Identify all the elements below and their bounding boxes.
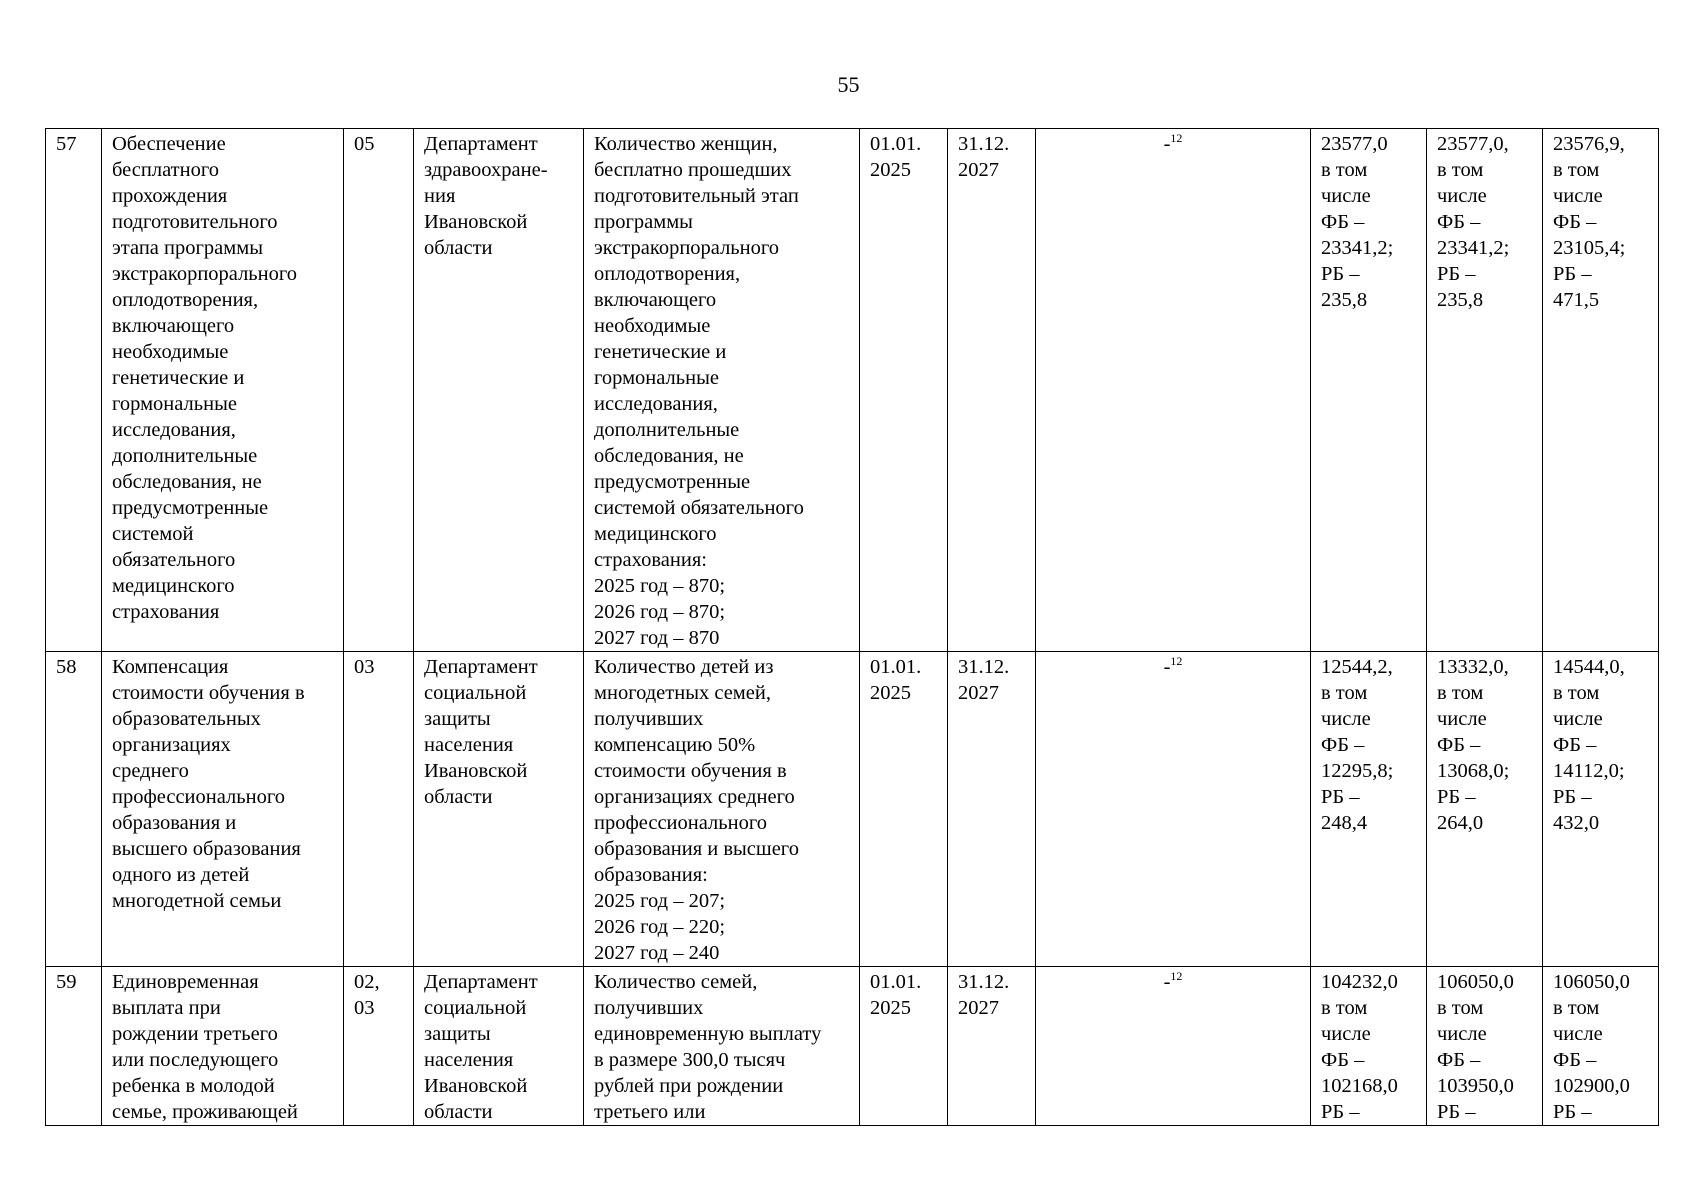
activity-name-cell: Единовременная выплата при рождении третьего или последующего ребенка в молодой семье, проживающей — [102, 967, 344, 1126]
code-cell: 05 — [344, 129, 414, 652]
table-row — [46, 652, 1659, 967]
dash-cell: -$^{12}$ — [1036, 652, 1311, 967]
indicator-cell: Количество семей, получивших единовременную выплату в размере 300,0 тысяч рублей при рождении третьего или — [584, 967, 860, 1126]
funding-2027-cell: 106050,0 в том числе ФБ – 102900,0 РБ – — [1543, 967, 1659, 1126]
table-row — [46, 129, 1659, 652]
end-date-cell: 31.12. 2027 — [948, 967, 1036, 1126]
funding-2026-cell: 106050,0 в том числе ФБ – 103950,0 РБ – — [1427, 967, 1543, 1126]
table-row — [46, 967, 1659, 1126]
department-cell: Департамент социальной защиты населения Ивановской области — [414, 967, 584, 1126]
row-number-cell: 59 — [46, 967, 102, 1126]
funding-2026-cell: 13332,0, в том числе ФБ – 13068,0; РБ – 264,0 — [1427, 652, 1543, 967]
page-number: 55 — [837, 72, 860, 97]
indicator-cell: Количество детей из многодетных семей, получивших компенсацию 50% стоимости обучения в организациях среднего профессионального образования и высшего образования: 2025 год – 207; 2026 год – 220; 2027 год – 240 — [584, 652, 860, 967]
funding-2027-cell: 23576,9, в том числе ФБ – 23105,4; РБ – 471,5 — [1543, 129, 1659, 652]
code-cell: 02, 03 — [344, 967, 414, 1126]
dash-cell: -$^{12}$ — [1036, 967, 1311, 1126]
activity-name-cell: Обеспечение бесплатного прохождения подготовительного этапа программы экстракорпорального оплодотворения, включающего необходимые генетические и гормональные исследования, дополнительные обследования, не предусмотренные системой обязательного медицинского страхования — [102, 129, 344, 652]
funding-2025-cell: 12544,2, в том числе ФБ – 12295,8; РБ – 248,4 — [1311, 652, 1427, 967]
start-date-cell: 01.01. 2025 — [860, 967, 948, 1126]
footnote-ref: 12 — [1170, 131, 1183, 146]
footnote-ref: 12 — [1170, 654, 1183, 669]
dash-cell: -$^{12}$ — [1036, 129, 1311, 652]
end-date-cell: 31.12. 2027 — [948, 129, 1036, 652]
row-number-cell: 57 — [46, 129, 102, 652]
indicator-cell: Количество женщин, бесплатно прошедших подготовительный этап программы экстракорпорального оплодотворения, включающего необходимые генетические и гормональные исследования, дополнительные обследования, не предусмотренные системой обязательного медицинского страхования: 2025 год – 870; 2026 год – 870; 2027 год – 870 — [584, 129, 860, 652]
footnote-ref: 12 — [1170, 969, 1183, 984]
activity-name-cell: Компенсация стоимости обучения в образовательных организациях среднего профессионального образования и высшего образования одного из детей многодетной семьи — [102, 652, 344, 967]
funding-2025-cell: 23577,0 в том числе ФБ – 23341,2; РБ – 235,8 — [1311, 129, 1427, 652]
start-date-cell: 01.01. 2025 — [860, 129, 948, 652]
department-cell: Департамент социальной защиты населения Ивановской области — [414, 652, 584, 967]
funding-2026-cell: 23577,0, в том числе ФБ – 23341,2; РБ – 235,8 — [1427, 129, 1543, 652]
end-date-cell: 31.12. 2027 — [948, 652, 1036, 967]
start-date-cell: 01.01. 2025 — [860, 652, 948, 967]
department-cell: Департамент здравоохране- ния Ивановской области — [414, 129, 584, 652]
code-cell: 03 — [344, 652, 414, 967]
funding-2027-cell: 14544,0, в том числе ФБ – 14112,0; РБ – 432,0 — [1543, 652, 1659, 967]
funding-2025-cell: 104232,0 в том числе ФБ – 102168,0 РБ – — [1311, 967, 1427, 1126]
row-number-cell: 58 — [46, 652, 102, 967]
program-activities-table — [45, 128, 1659, 1126]
